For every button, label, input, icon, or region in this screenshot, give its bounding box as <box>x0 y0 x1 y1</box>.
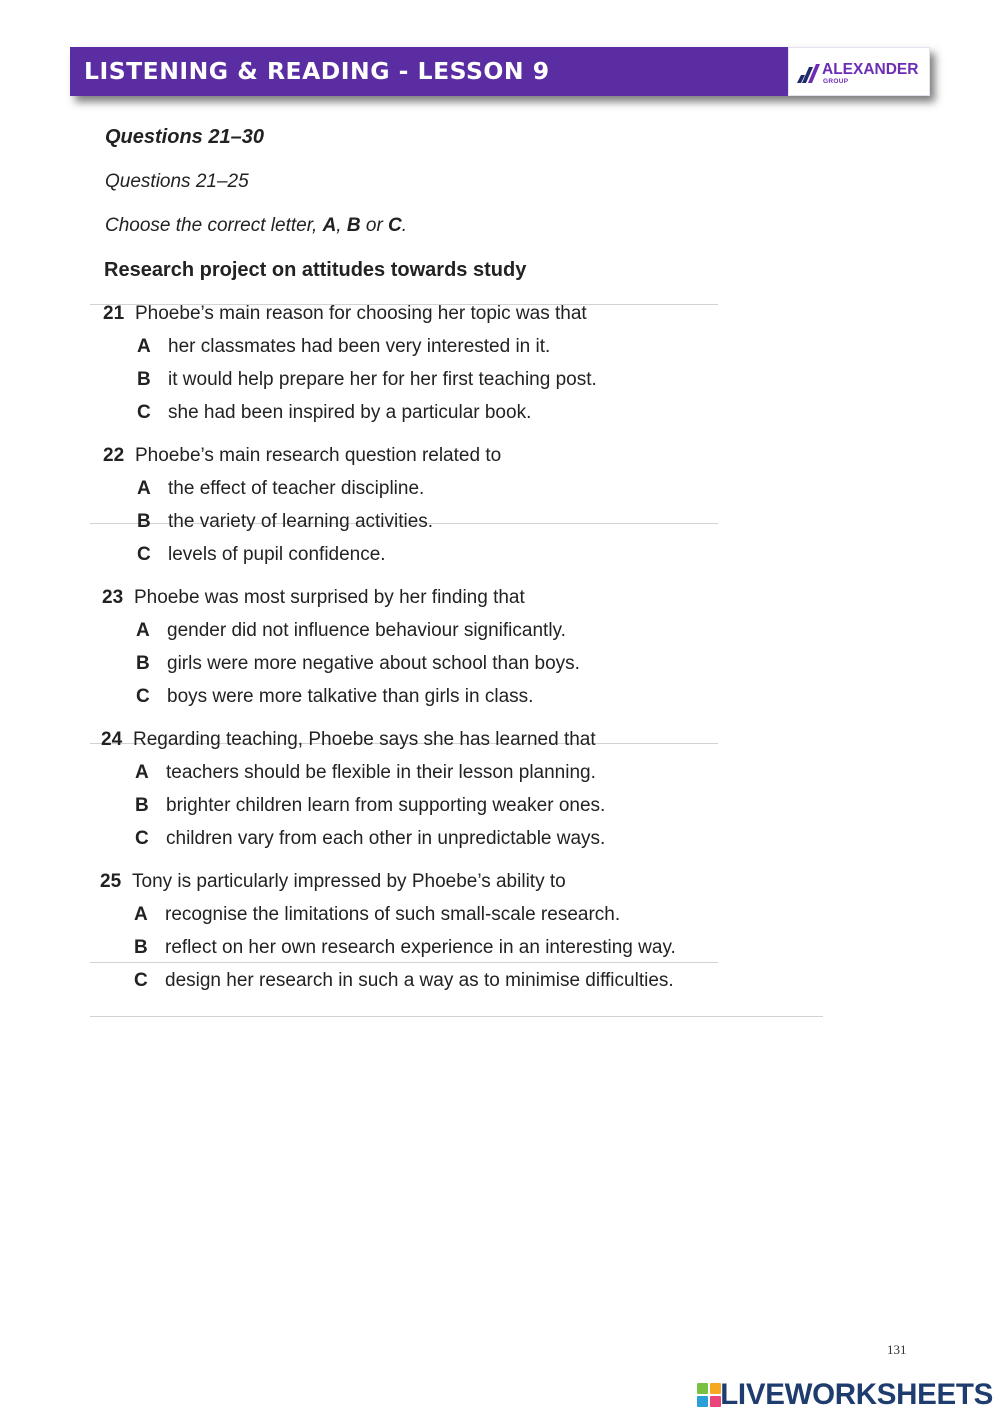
option-text: she had been inspired by a particular book. <box>168 402 532 423</box>
option-text: the variety of learning activities. <box>168 511 434 532</box>
question-stem-row <box>0 865 997 898</box>
option-text: the effect of teacher discipline. <box>168 478 425 499</box>
logo-subtitle: GROUP <box>823 78 849 85</box>
alexander-group-logo-icon <box>797 63 821 83</box>
question-23 <box>0 581 999 723</box>
instruction-letter-b: B <box>346 215 361 236</box>
option-text: brighter children learn from supporting weaker ones. <box>166 795 606 816</box>
option-letter: A <box>137 478 151 499</box>
liveworksheets-logo-icon[interactable] <box>697 1383 721 1407</box>
option-text: design her research in such a way as to minimise difficulties. <box>165 970 674 991</box>
section-title: Research project on attitudes towards study <box>104 259 527 281</box>
question-stem: Regarding teaching, Phoebe says she has learned that <box>133 729 596 750</box>
instruction-end: . <box>401 215 408 236</box>
option-row-b <box>0 931 997 964</box>
option-row-a <box>0 898 997 931</box>
option-text: girls were more negative about school than boys. <box>167 653 580 674</box>
option-text: reflect on her own research experience in an interesting way. <box>165 937 676 958</box>
instruction-text: Choose the correct letter, <box>105 215 323 236</box>
page-number: 131 <box>887 1342 907 1357</box>
question-number: 21 <box>103 303 125 324</box>
option-letter: B <box>134 937 148 958</box>
question-stem: Tony is particularly impressed by Phoebe’s ability to <box>132 871 566 892</box>
option-row-a <box>0 330 1000 363</box>
question-stem: Phoebe’s main reason for choosing her topic was that <box>135 303 587 324</box>
logo-name: ALEXANDER <box>822 61 919 78</box>
option-letter: A <box>137 336 151 357</box>
header-title: LISTENING & READING - LESSON 9 <box>84 57 550 85</box>
option-text: teachers should be flexible in their lesson planning. <box>166 762 596 783</box>
option-letter: A <box>135 762 149 783</box>
question-number: 23 <box>102 587 124 608</box>
option-letter: C <box>137 402 151 423</box>
option-row-a <box>0 472 1000 505</box>
option-text: her classmates had been very interested in it. <box>168 336 551 357</box>
option-row-c <box>0 396 1000 429</box>
question-stem-row <box>0 439 1000 472</box>
option-row-c <box>0 964 997 997</box>
instruction-letter-a: A <box>322 215 337 236</box>
logo-cell <box>697 1383 708 1394</box>
divider-line <box>90 1016 823 1017</box>
option-row-a <box>0 614 999 647</box>
option-letter: B <box>136 653 150 674</box>
question-stem-row <box>0 297 1000 330</box>
option-letter: B <box>137 511 151 532</box>
option-row-b <box>0 363 1000 396</box>
option-row-c <box>0 680 999 713</box>
liveworksheets-wordmark[interactable]: LIVEWORKSHEETS <box>720 1378 993 1411</box>
option-text: boys were more talkative than girls in class. <box>167 686 534 707</box>
option-text: children vary from each other in unpredictable ways. <box>166 828 606 849</box>
instruction <box>105 214 407 238</box>
option-row-c <box>0 822 998 855</box>
question-number: 25 <box>100 871 122 892</box>
option-letter: B <box>135 795 149 816</box>
option-row-c <box>0 538 1000 571</box>
question-number: 24 <box>101 729 123 750</box>
question-21 <box>0 297 1000 439</box>
logo-cell <box>697 1396 708 1407</box>
option-letter: A <box>136 620 150 641</box>
option-row-b <box>0 789 998 822</box>
brand-logo <box>788 47 930 96</box>
question-stem: Phoebe’s main research question related to <box>135 445 502 466</box>
instruction-separator: or <box>360 215 389 236</box>
option-text: levels of pupil confidence. <box>168 544 386 565</box>
option-row-b <box>0 647 999 680</box>
questions-range-heading: Questions 21–30 <box>105 126 264 148</box>
instruction-letter-c: C <box>388 215 402 236</box>
option-letter: C <box>137 544 151 565</box>
option-text: gender did not influence behaviour significantly. <box>167 620 566 641</box>
option-text: it would help prepare her for her first teaching post. <box>168 369 597 390</box>
option-letter: B <box>137 369 151 390</box>
question-stem: Phoebe was most surprised by her finding that <box>134 587 525 608</box>
option-letter: A <box>134 904 148 925</box>
question-stem-row <box>0 723 998 756</box>
option-letter: C <box>134 970 148 991</box>
instruction-separator: , <box>336 215 347 236</box>
page-header <box>70 47 930 96</box>
question-24 <box>0 723 998 865</box>
questions-list <box>0 297 1000 1007</box>
questions-subrange-heading: Questions 21–25 <box>105 171 249 192</box>
question-stem-row <box>0 581 999 614</box>
option-text: recognise the limitations of such small-scale research. <box>165 904 621 925</box>
option-letter: C <box>136 686 150 707</box>
question-22 <box>0 439 1000 581</box>
option-row-b <box>0 505 1000 538</box>
option-row-a <box>0 756 998 789</box>
question-25 <box>0 865 997 1007</box>
option-letter: C <box>135 828 149 849</box>
question-number: 22 <box>103 445 125 466</box>
